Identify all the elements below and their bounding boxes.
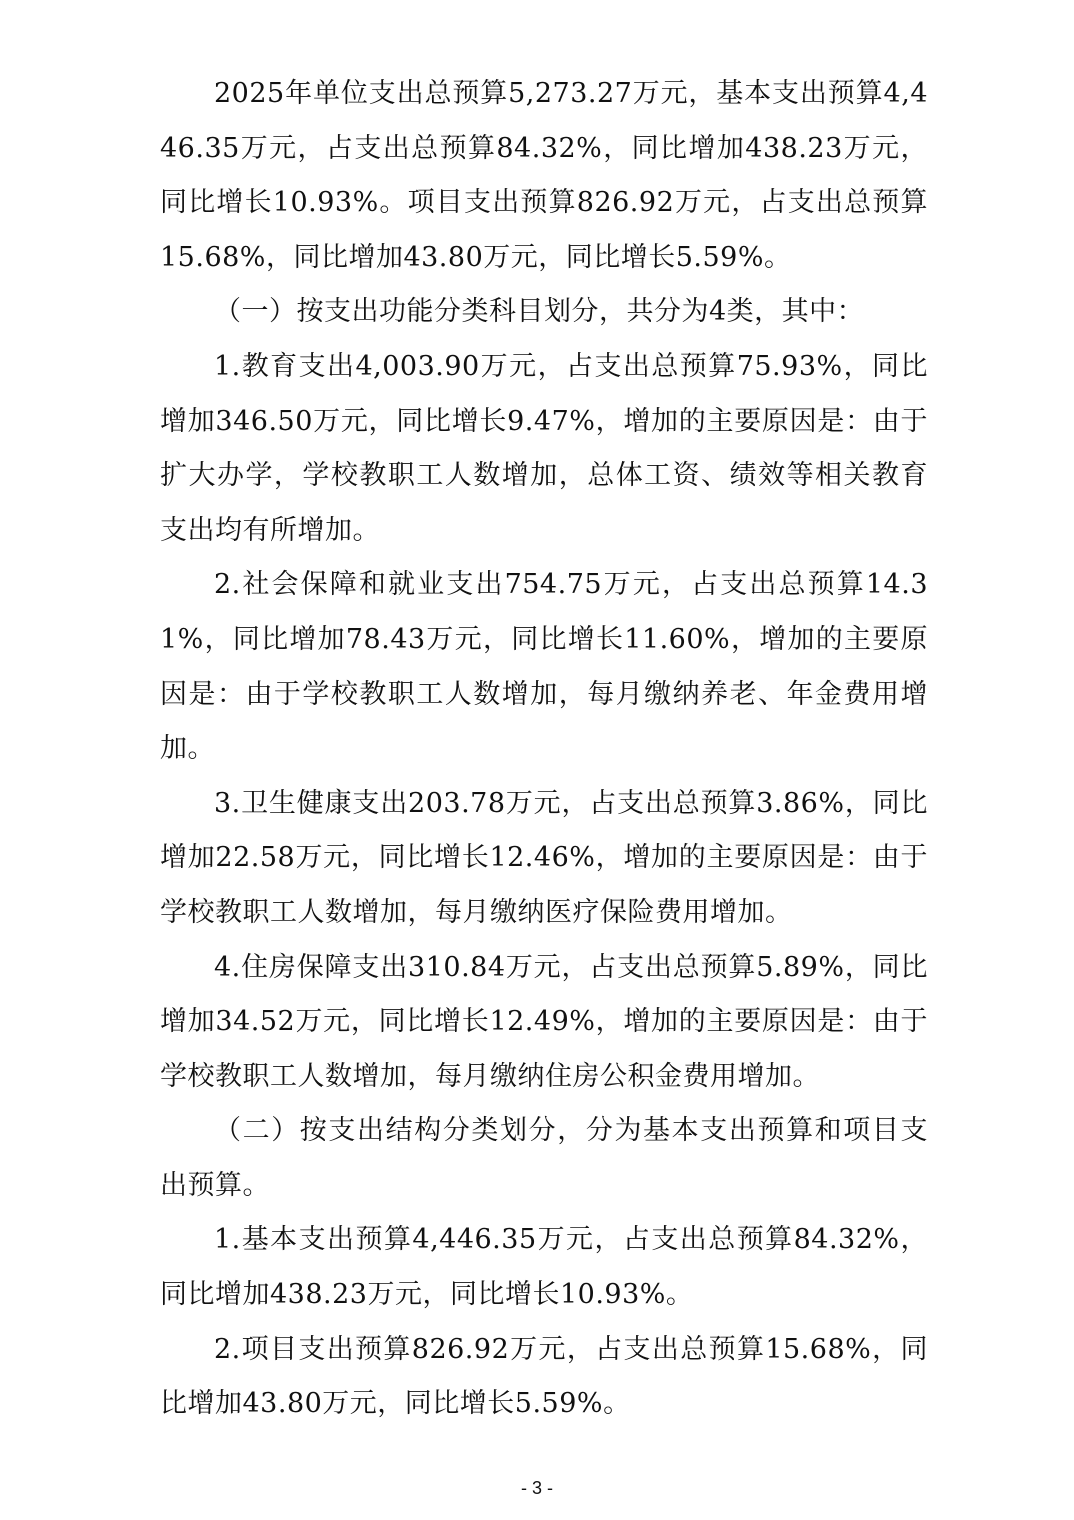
paragraph-health-expenditure: 3.卫生健康支出203.78万元，占支出总预算3.86%，同比增加22.58万元，同比增长12.46%，增加的主要原因是：由于学校教职工人数增加，每月缴纳医疗保险费用增加。 [160, 787, 928, 928]
document-body [160, 67, 928, 1432]
heading-structural-classification: （二）按支出结构分类划分，分为基本支出预算和项目支出预算。 [160, 1115, 928, 1201]
paragraph-basic-expenditure: 1.基本支出预算4,446.35万元，占支出总预算84.32%，同比增加438.23万元，同比增长10.93%。 [160, 1224, 928, 1311]
paragraph-project-expenditure: 2.项目支出预算826.92万元，占支出总预算15.68%，同比增加43.80万元，同比增长5.59%。 [160, 1333, 928, 1420]
paragraph-social-security-expenditure: 2.社会保障和就业支出754.75万元，占支出总预算14.31%，同比增加78.43万元，同比增长11.60%，增加的主要原因是：由于学校教职工人数增加，每月缴纳养老、年金费用增加。 [160, 569, 928, 765]
heading-functional-classification: （一）按支出功能分类科目划分，共分为4类，其中： [214, 296, 865, 328]
paragraph-housing-expenditure: 4.住房保障支出310.84万元，占支出总预算5.89%，同比增加34.52万元，同比增长12.49%，增加的主要原因是：由于学校教职工人数增加，每月缴纳住房公积金费用增加。 [160, 951, 928, 1092]
paragraph-budget-summary: 2025年单位支出总预算5,273.27万元，基本支出预算4,446.35万元，占支出总预算84.32%，同比增加438.23万元，同比增长10.93%。项目支出预算826.92万元，占支出总预算15.68%，同比增加43.80万元，同比增长5.59%。 [160, 78, 928, 273]
paragraph-education-expenditure: 1.教育支出4,003.90万元，占支出总预算75.93%，同比增加346.50万元，同比增长9.47%，增加的主要原因是：由于扩大办学，学校教职工人数增加，总体工资、绩效等相关教育支出均有所增加。 [160, 350, 928, 546]
page-number: - 3 - [520, 1478, 553, 1498]
